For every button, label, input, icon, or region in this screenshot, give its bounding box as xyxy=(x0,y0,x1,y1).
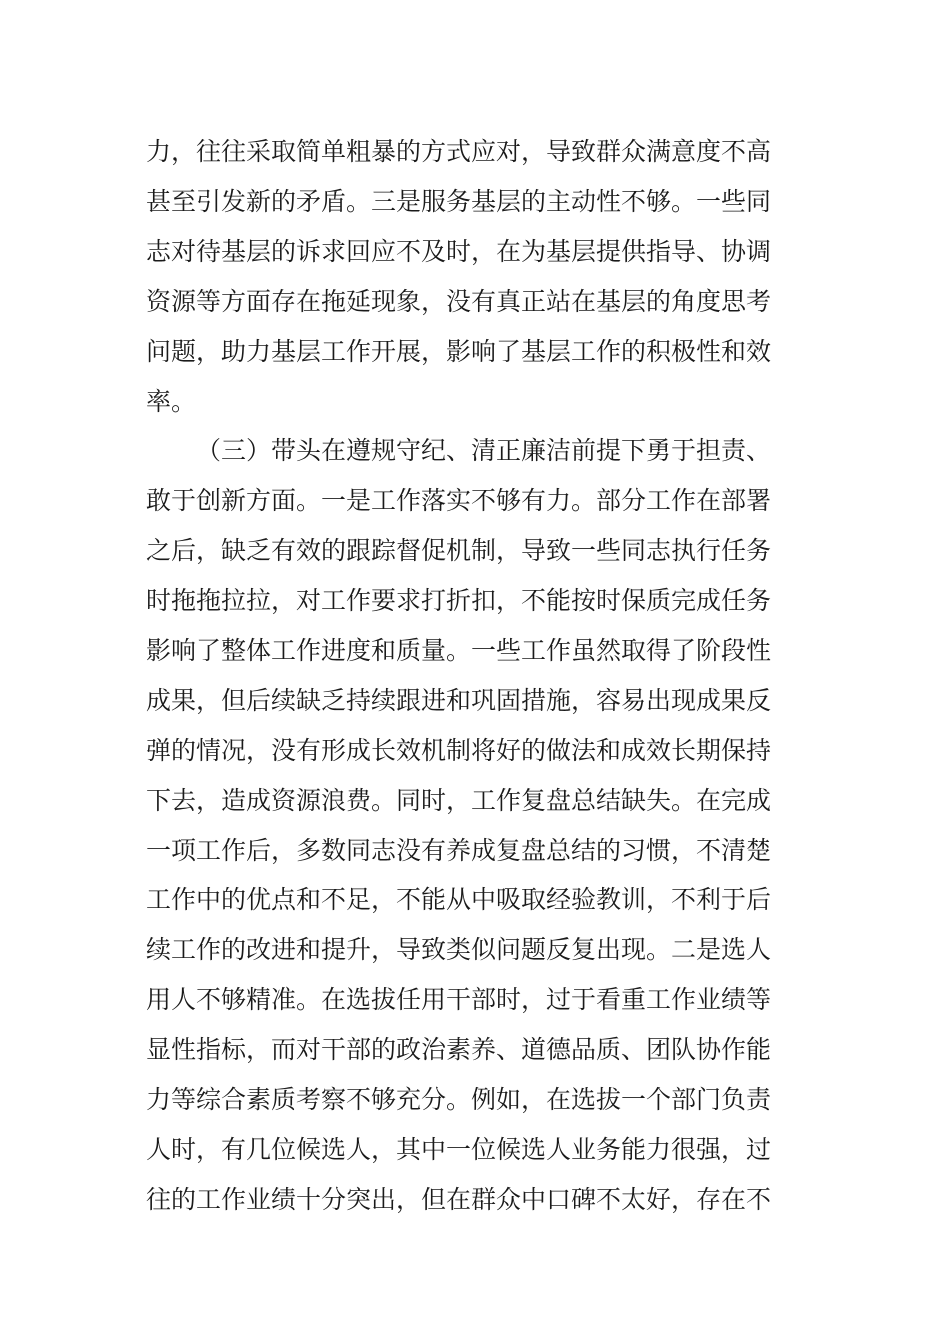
text-line: 显性指标，而对干部的政治素养、道德品质、团队协作能 xyxy=(146,1035,772,1064)
text-line: 甚至引发新的矛盾。三是服务基层的主动性不够。一些同 xyxy=(146,187,772,216)
text-line: 人时，有几位候选人，其中一位候选人业务能力很强，过 xyxy=(146,1135,772,1164)
text-line: 力，往往采取简单粗暴的方式应对，导致群众满意度不高 xyxy=(146,137,772,166)
text-line: 一项工作后，多数同志没有养成复盘总结的习惯，不清楚 xyxy=(146,836,772,865)
text-line: 力等综合素质考察不够充分。例如，在选拔一个部门负责 xyxy=(146,1085,772,1114)
text-line: 弹的情况，没有形成长效机制将好的做法和成效长期保持 xyxy=(146,736,772,765)
text-line: 工作中的优点和不足，不能从中吸取经验教训，不利于后 xyxy=(146,885,772,914)
text-line: 影响了整体工作进度和质量。一些工作虽然取得了阶段性 xyxy=(146,636,772,665)
text-line: 下去，造成资源浪费。同时，工作复盘总结缺失。在完成 xyxy=(146,786,772,815)
section-heading-line: （三）带头在遵规守纪、清正廉洁前提下勇于担责、 xyxy=(196,436,772,465)
text-line: 之后，缺乏有效的跟踪督促机制，导致一些同志执行任务 xyxy=(146,536,772,565)
text-line: 成果，但后续缺乏持续跟进和巩固措施，容易出现成果反 xyxy=(146,686,772,715)
text-line: 往的工作业绩十分突出，但在群众中口碑不太好，存在不 xyxy=(146,1185,772,1214)
text-line: 敢于创新方面。一是工作落实不够有力。部分工作在部署 xyxy=(146,486,772,515)
text-line: 问题，助力基层工作开展，影响了基层工作的积极性和效 xyxy=(146,337,772,366)
text-line: 资源等方面存在拖延现象，没有真正站在基层的角度思考 xyxy=(146,287,772,316)
text-line: 志对待基层的诉求回应不及时，在为基层提供指导、协调 xyxy=(146,237,772,266)
text-line: 用人不够精准。在选拔任用干部时，过于看重工作业绩等 xyxy=(146,985,772,1014)
text-line: 率。 xyxy=(146,387,197,416)
text-line: 续工作的改进和提升，导致类似问题反复出现。二是选人 xyxy=(146,935,772,964)
text-line: 时拖拖拉拉，对工作要求打折扣，不能按时保质完成任务 xyxy=(146,586,772,615)
